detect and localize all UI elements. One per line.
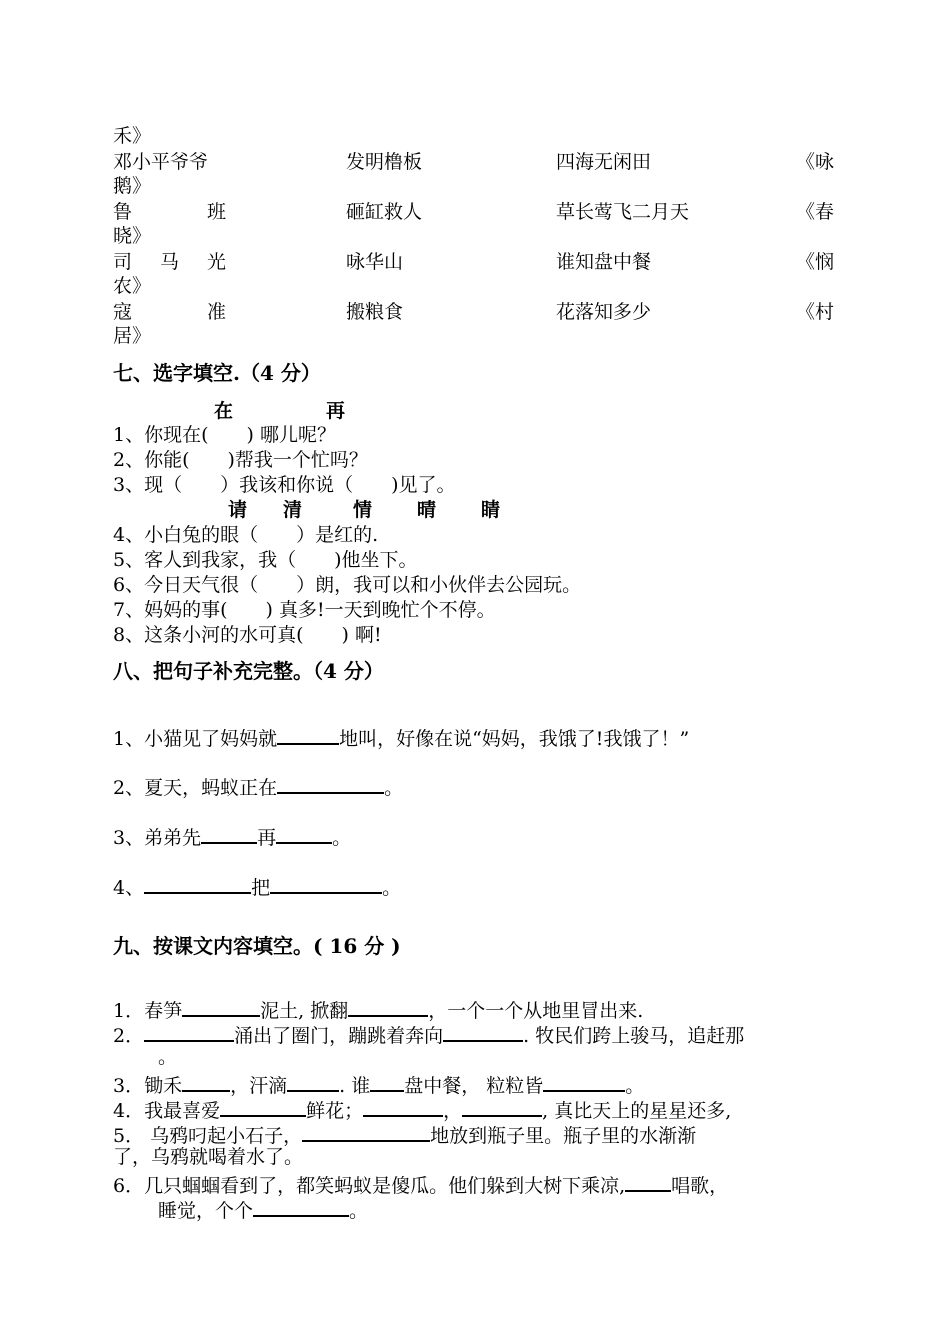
s9-q6-text-d: 。: [349, 1200, 369, 1222]
match-person: 邓小平爷爷: [113, 151, 209, 173]
s8-question-2: [113, 772, 403, 800]
s8-q1-text-b: 地叫，好像在说“妈妈，我饿了!我饿了！”: [339, 728, 690, 750]
answer-blank[interactable]: [144, 1020, 234, 1042]
s7-question-4: 4、小白兔的眼（ ）是红的.: [113, 524, 379, 546]
s9-q1-text-b: 泥土, 掀翻: [260, 1000, 349, 1022]
match-person: 光: [207, 251, 227, 273]
s9-question-6: [113, 1170, 728, 1198]
match-row3-tail: 农》: [113, 275, 152, 297]
answer-blank[interactable]: [302, 1120, 430, 1142]
s8-question-3: [113, 822, 351, 850]
s7-question-2: 2、你能( )帮我一个忙吗？: [113, 449, 368, 471]
s7-question-8: 8、这条小河的水可真( ) 啊!: [113, 624, 382, 646]
answer-blank[interactable]: [270, 872, 382, 894]
answer-blank[interactable]: [287, 1070, 339, 1092]
match-row4-tail: 居》: [113, 325, 152, 347]
option-char: 晴: [417, 499, 437, 521]
match-poem-title: 《悯: [796, 251, 835, 273]
answer-blank[interactable]: [182, 995, 260, 1017]
s9-q2-text-a: 2．: [113, 1025, 145, 1047]
answer-blank[interactable]: [443, 1020, 523, 1042]
answer-blank[interactable]: [144, 872, 251, 894]
s9-q3-text-b: ，汗滴: [230, 1075, 288, 1097]
s9-q4-text-d: , 真比天上的星星还多,: [542, 1100, 732, 1122]
answer-blank[interactable]: [462, 1095, 542, 1117]
match-person: 准: [207, 301, 227, 323]
s9-question-6-cont: [158, 1195, 368, 1223]
s8-q3-text-c: 。: [332, 827, 352, 849]
s7-question-5: 5、客人到我家，我（ )他坐下。: [113, 549, 418, 571]
option-char: 清: [283, 499, 303, 521]
answer-blank[interactable]: [625, 1170, 671, 1192]
s8-q3-text-a: 3、弟弟先: [113, 827, 202, 849]
s8-q2-text-a: 2、夏天，蚂蚁正在: [113, 777, 278, 799]
s9-q5-text-b: 地放到瓶子里。瓶子里的水渐渐: [430, 1125, 697, 1147]
match-deed: 咏华山: [346, 251, 404, 273]
answer-blank[interactable]: [253, 1195, 349, 1217]
s8-q4-text-b: 把: [251, 877, 271, 899]
answer-blank[interactable]: [220, 1095, 306, 1117]
match-poem-line: 四海无闲田: [556, 151, 652, 173]
match-poem-title: 《村: [796, 301, 835, 323]
s9-question-2: [113, 1020, 744, 1048]
s9-question-4: [113, 1095, 731, 1123]
s9-question-2-end: 。: [158, 1046, 178, 1068]
s8-q1-text-a: 1、小猫见了妈妈就: [113, 728, 278, 750]
s9-question-1: [113, 995, 643, 1023]
s9-question-3: [113, 1070, 644, 1098]
match-person: 鲁: [113, 201, 133, 223]
s8-q4-text-a: 4、: [113, 877, 145, 899]
s7-question-3: 3、现（ ）我该和你说（ )见了。: [113, 474, 456, 496]
s8-q3-text-b: 再: [257, 827, 277, 849]
s9-q3-text-e: 。: [625, 1075, 645, 1097]
answer-blank[interactable]: [363, 1095, 443, 1117]
s8-question-4: [113, 872, 401, 900]
s8-question-1: [113, 723, 689, 751]
match-poem-line: 花落知多少: [556, 301, 652, 323]
answer-blank[interactable]: [277, 723, 339, 745]
match-poem-line: 谁知盘中餐: [556, 251, 652, 273]
s9-q4-text-c: ，: [443, 1100, 463, 1122]
s9-question-5-cont: 了，乌鸦就喝着水了。: [113, 1146, 304, 1168]
section-9-title: 九、按课文内容填空。( 16 分 ): [113, 934, 401, 958]
match-person: 司: [113, 251, 133, 273]
s9-q2-text-b: 涌出了圈门，蹦跳着奔向: [234, 1025, 444, 1047]
s7-question-1: 1、你现在( ) 哪儿呢？: [113, 424, 336, 446]
answer-blank[interactable]: [543, 1070, 625, 1092]
answer-blank[interactable]: [348, 995, 428, 1017]
option-char: 请: [228, 499, 248, 521]
match-poem-title: 《春: [796, 201, 835, 223]
answer-blank[interactable]: [370, 1070, 404, 1092]
match-person: 班: [207, 201, 227, 223]
match-poem-title: 《咏: [796, 151, 835, 173]
match-person: 马: [160, 251, 180, 273]
match-deed: 发明橹板: [346, 151, 423, 173]
match-row0-tail: 禾》: [113, 125, 152, 147]
match-poem-line: 草长莺飞二月天: [556, 201, 690, 223]
answer-blank[interactable]: [277, 772, 384, 794]
match-row2-tail: 晓》: [113, 225, 152, 247]
s9-q6-text-c: 睡觉，个个: [158, 1200, 254, 1222]
match-row1-tail: 鹅》: [113, 175, 152, 197]
answer-blank[interactable]: [182, 1070, 230, 1092]
s9-q6-text-a: 6．几只蝈蝈看到了，都笑蚂蚁是傻瓜。他们躲到大树下乘凉,: [113, 1175, 626, 1197]
s9-q5-text-a: 5． 乌鸦叼起小石子，: [113, 1125, 303, 1147]
match-deed: 搬粮食: [346, 301, 404, 323]
s8-q4-text-c: 。: [382, 877, 402, 899]
option-char: 再: [326, 400, 346, 422]
s9-q1-text-a: 1．春笋: [113, 1000, 183, 1022]
s9-q6-text-b: 唱歌，: [671, 1175, 729, 1197]
answer-blank[interactable]: [201, 822, 257, 844]
s9-q2-text-c: . 牧民们跨上骏马，追赶那: [523, 1025, 745, 1047]
match-person: 寇: [113, 301, 133, 323]
option-char: 睛: [481, 499, 501, 521]
match-deed: 砸缸救人: [346, 201, 423, 223]
s9-q3-text-a: 3．锄禾: [113, 1075, 183, 1097]
option-char: 在: [214, 400, 234, 422]
s9-q4-text-a: 4．我最喜爱: [113, 1100, 221, 1122]
s9-q3-text-d: 盘中餐， 粒粒皆: [404, 1075, 544, 1097]
s8-q2-text-b: 。: [384, 777, 404, 799]
s9-question-5: [113, 1120, 696, 1148]
s7-question-7: 7、妈妈的事( ) 真多!一天到晚忙个不停。: [113, 599, 496, 621]
section-8-title: 八、把句子补充完整。（4 分）: [113, 659, 384, 683]
s9-q3-text-c: . 谁: [339, 1075, 371, 1097]
answer-blank[interactable]: [276, 822, 332, 844]
s7-question-6: 6、今日天气很（ ）朗，我可以和小伙伴去公园玩。: [113, 574, 582, 596]
s9-q4-text-b: 鲜花；: [306, 1100, 364, 1122]
s9-q1-text-c: ，一个一个从地里冒出来.: [428, 1000, 644, 1022]
section-7-title: 七、选字填空.（4 分）: [113, 361, 321, 385]
option-char: 情: [353, 499, 373, 521]
